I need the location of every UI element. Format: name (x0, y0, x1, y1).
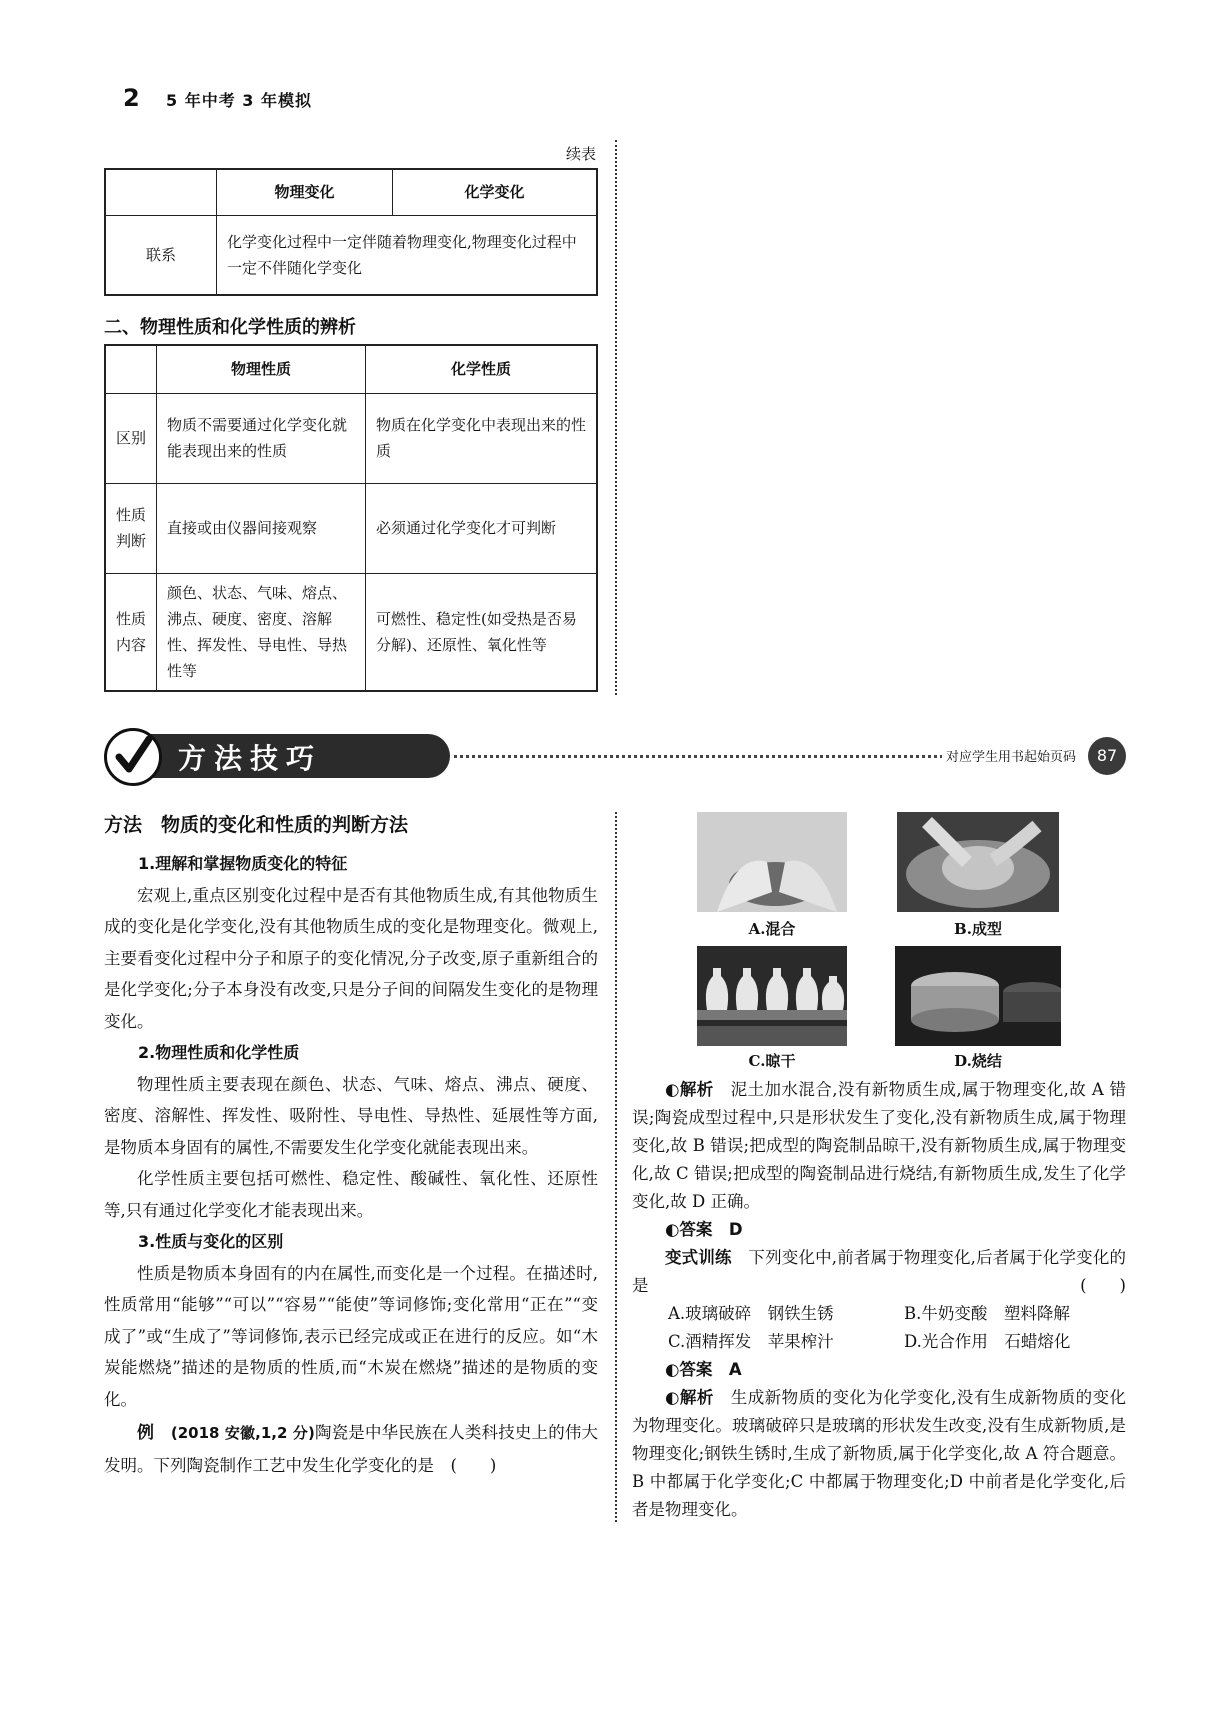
table-row (105, 573, 597, 691)
cell-chemical: 必须通过化学变化才可判断 (366, 483, 598, 573)
method-title: 方法 物质的变化和性质的判断方法 (104, 814, 409, 836)
cell-physical: 物质不需要通过化学变化就能表现出来的性质 (157, 393, 366, 483)
row-label: 区别 (105, 393, 157, 483)
subheading: 2.物理性质和化学性质 (138, 1043, 300, 1062)
drying-vases-icon (697, 946, 847, 1046)
hands-kneading-clay-icon (697, 812, 847, 912)
paragraph: 性质是物质本身固有的内在属性,而变化是一个过程。在描述时,性质常用“能够”“可以”“容易”“能使”等词修饰;变化常用“正在”“变成了”或“生成了”等词修饰,表示已经完成或正在进行的反应。如“木炭能燃烧”描述的是物质的性质,而“木炭在燃烧”描述的是物质的变化。 (104, 1263, 598, 1409)
option-a: A.玻璃破碎 钢铁生锈 (668, 1304, 834, 1323)
answer-line (632, 1356, 1126, 1384)
practice-tag: 变式训练 (665, 1248, 732, 1267)
photo-caption: B.成型 (954, 920, 1002, 938)
relation-text: 化学变化过程中一定伴随着物理变化,物理变化过程中一定不伴随化学变化 (217, 215, 598, 295)
option-c: C.酒精挥发 苹果榨汁 (668, 1332, 834, 1351)
example-paragraph (104, 1417, 598, 1481)
header-chemical-property: 化学性质 (366, 345, 598, 393)
analysis-text: 生成新物质的变化为化学变化,没有生成新物质的变化为物理变化。玻璃破碎只是玻璃的形状发生改变,没有生成新物质,是物理变化;钢铁生锈时,生成了新物质,属于化学变化,故 A 符合题意。B 中都属于化学变化;C 中都属于物理变化;D 中前者是化学变化,后者是物理变化。 (632, 1388, 1127, 1519)
page-number: 2 (123, 84, 140, 112)
subheading: 1.理解和掌握物质变化的特征 (138, 854, 348, 873)
table-row (105, 393, 597, 483)
answer-value: D (728, 1220, 743, 1239)
header-physical-property: 物理性质 (157, 345, 366, 393)
header-chemical-change: 化学变化 (393, 169, 598, 215)
page-reference-number: 87 (1088, 737, 1126, 775)
practice-question (632, 1244, 1126, 1300)
option-d: D.光合作用 石蜡熔化 (904, 1332, 1071, 1351)
column-divider (615, 140, 617, 695)
row-label: 性质内容 (105, 573, 157, 691)
paragraph: 宏观上,重点区别变化过程中是否有其他物质生成,有其他物质生成的变化是化学变化,没有其他物质生成的变化是物理变化。微观上,主要看变化过程中分子和原子的变化情况,分子改变,原子重新组合的是化学变化;分子本身没有改变,只是分子间的间隔发生变化的是物理变化。 (104, 885, 598, 1031)
cell-physical: 直接或由仪器间接观察 (157, 483, 366, 573)
answer-line (632, 1216, 1126, 1244)
checkmark-icon (104, 728, 162, 786)
answer-value: A (728, 1360, 742, 1379)
method-banner (104, 726, 1124, 786)
continued-label: 续表 (566, 145, 597, 163)
page-reference-text: 对应学生用书起始页码 (942, 746, 1080, 765)
kiln-firing-icon (895, 946, 1061, 1046)
paragraph: 物理性质主要表现在颜色、状态、气味、熔点、沸点、硬度、密度、溶解性、挥发性、吸附性、导电性、导热性、延展性等方面,是物质本身固有的属性,不需要发生化学变化就能表现出来。 (104, 1074, 598, 1157)
analysis-tag: ◐解析 (665, 1080, 714, 1099)
example-tag: 例 (137, 1423, 155, 1443)
answer-blank: ( ) (450, 1455, 497, 1475)
analysis-paragraph (632, 1384, 1126, 1524)
banner-pill (150, 734, 450, 778)
section-title: 二、物理性质和化学性质的辨析 (104, 317, 356, 338)
cell-chemical: 物质在化学变化中表现出来的性质 (366, 393, 598, 483)
column-divider (615, 812, 617, 1522)
answer-tag: ◐答案 (665, 1220, 713, 1239)
header-physical-change: 物理变化 (217, 169, 393, 215)
cell-physical: 颜色、状态、气味、熔点、沸点、硬度、密度、溶解性、挥发性、导电性、导热性等 (157, 573, 366, 691)
analysis-text: 泥土加水混合,没有新物质生成,属于物理变化,故 A 错误;陶瓷成型过程中,只是形状发生了变化,没有新物质生成,属于物理变化,故 B 错误;把成型的陶瓷制品晾干,没有新物质生成,属于物理变化,故 C 错误;把成型的陶瓷制品进行烧结,有新物质生成,发生了化学变化,故 D 正确。 (632, 1080, 1127, 1211)
property-table (104, 344, 598, 692)
photo-caption: D.烧结 (954, 1052, 1002, 1070)
pottery-wheel-icon (897, 812, 1059, 912)
options-row (632, 1328, 1126, 1356)
practice-text: 下列变化中,前者属于物理变化,后者属于化学变化的是 (632, 1248, 1127, 1295)
cell-chemical: 可燃性、稳定性(如受热是否易分解)、还原性、氧化性等 (366, 573, 598, 691)
photo-caption: A.混合 (748, 920, 796, 938)
option-b: B.牛奶变酸 塑料降解 (904, 1304, 1070, 1323)
change-relation-table (104, 168, 598, 296)
table-row (105, 483, 597, 573)
banner-title: 方法技巧 (178, 742, 323, 775)
row-label-relation: 联系 (105, 215, 217, 295)
solution-block (632, 1076, 1126, 1524)
book-title: 5 年中考 3 年模拟 (166, 91, 312, 110)
answer-tag: ◐答案 (665, 1360, 713, 1379)
method-body (104, 848, 598, 1481)
example-text: 陶瓷是中华民族在人类科技史上的伟大发明。下列陶瓷制作工艺中发生化学变化的是 (104, 1423, 599, 1475)
options-row (632, 1300, 1126, 1328)
analysis-paragraph (632, 1076, 1126, 1216)
answer-blank: ( ) (1080, 1276, 1126, 1295)
photo-caption: C.晾干 (748, 1052, 796, 1070)
row-label: 性质判断 (105, 483, 157, 573)
paragraph: 化学性质主要包括可燃性、稳定性、酸碱性、氧化性、还原性等,只有通过化学变化才能表现出来。 (104, 1169, 598, 1220)
analysis-tag: ◐解析 (665, 1388, 714, 1407)
example-source: (2018 安徽,1,2 分) (170, 1424, 315, 1442)
subheading: 3.性质与变化的区别 (138, 1232, 284, 1251)
